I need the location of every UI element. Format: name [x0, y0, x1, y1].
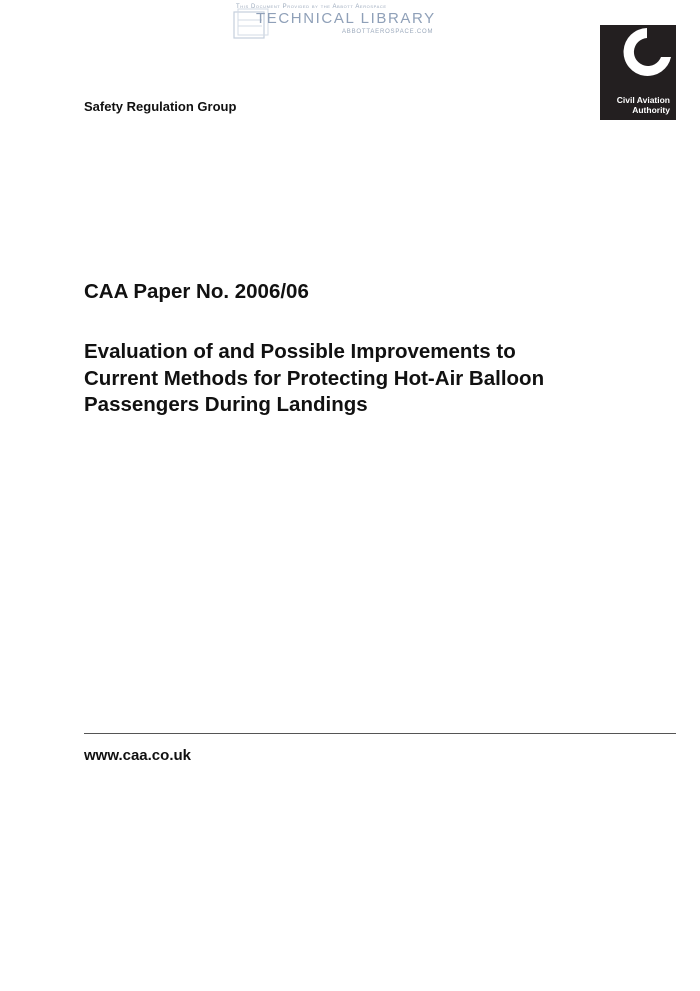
title-line: Evaluation of and Possible Improvements to	[84, 340, 516, 363]
paper-title	[84, 339, 644, 419]
caa-logo-text	[617, 95, 670, 115]
safety-regulation-group-label: Safety Regulation Group	[84, 99, 237, 114]
paper-number: CAA Paper No. 2006/06	[84, 280, 309, 303]
watermark-website: ABBOTTAEROSPACE.COM	[342, 29, 434, 35]
watermark-provided-by-text: This Document Provided by the Abbott Aerospace	[236, 4, 387, 10]
caa-logo	[600, 25, 676, 120]
footer-divider	[84, 733, 676, 734]
technical-library-watermark	[232, 2, 462, 46]
title-line: Current Methods for Protecting Hot-Air Balloon	[84, 366, 545, 390]
watermark-title: TECHNICAL LIBRARY	[256, 10, 436, 27]
title-line: Passengers During Landings	[84, 393, 368, 416]
logo-line-authority: Authority	[632, 105, 670, 115]
website-url: www.caa.co.uk	[84, 747, 191, 764]
logo-line-civil-aviation: Civil Aviation	[616, 95, 670, 105]
